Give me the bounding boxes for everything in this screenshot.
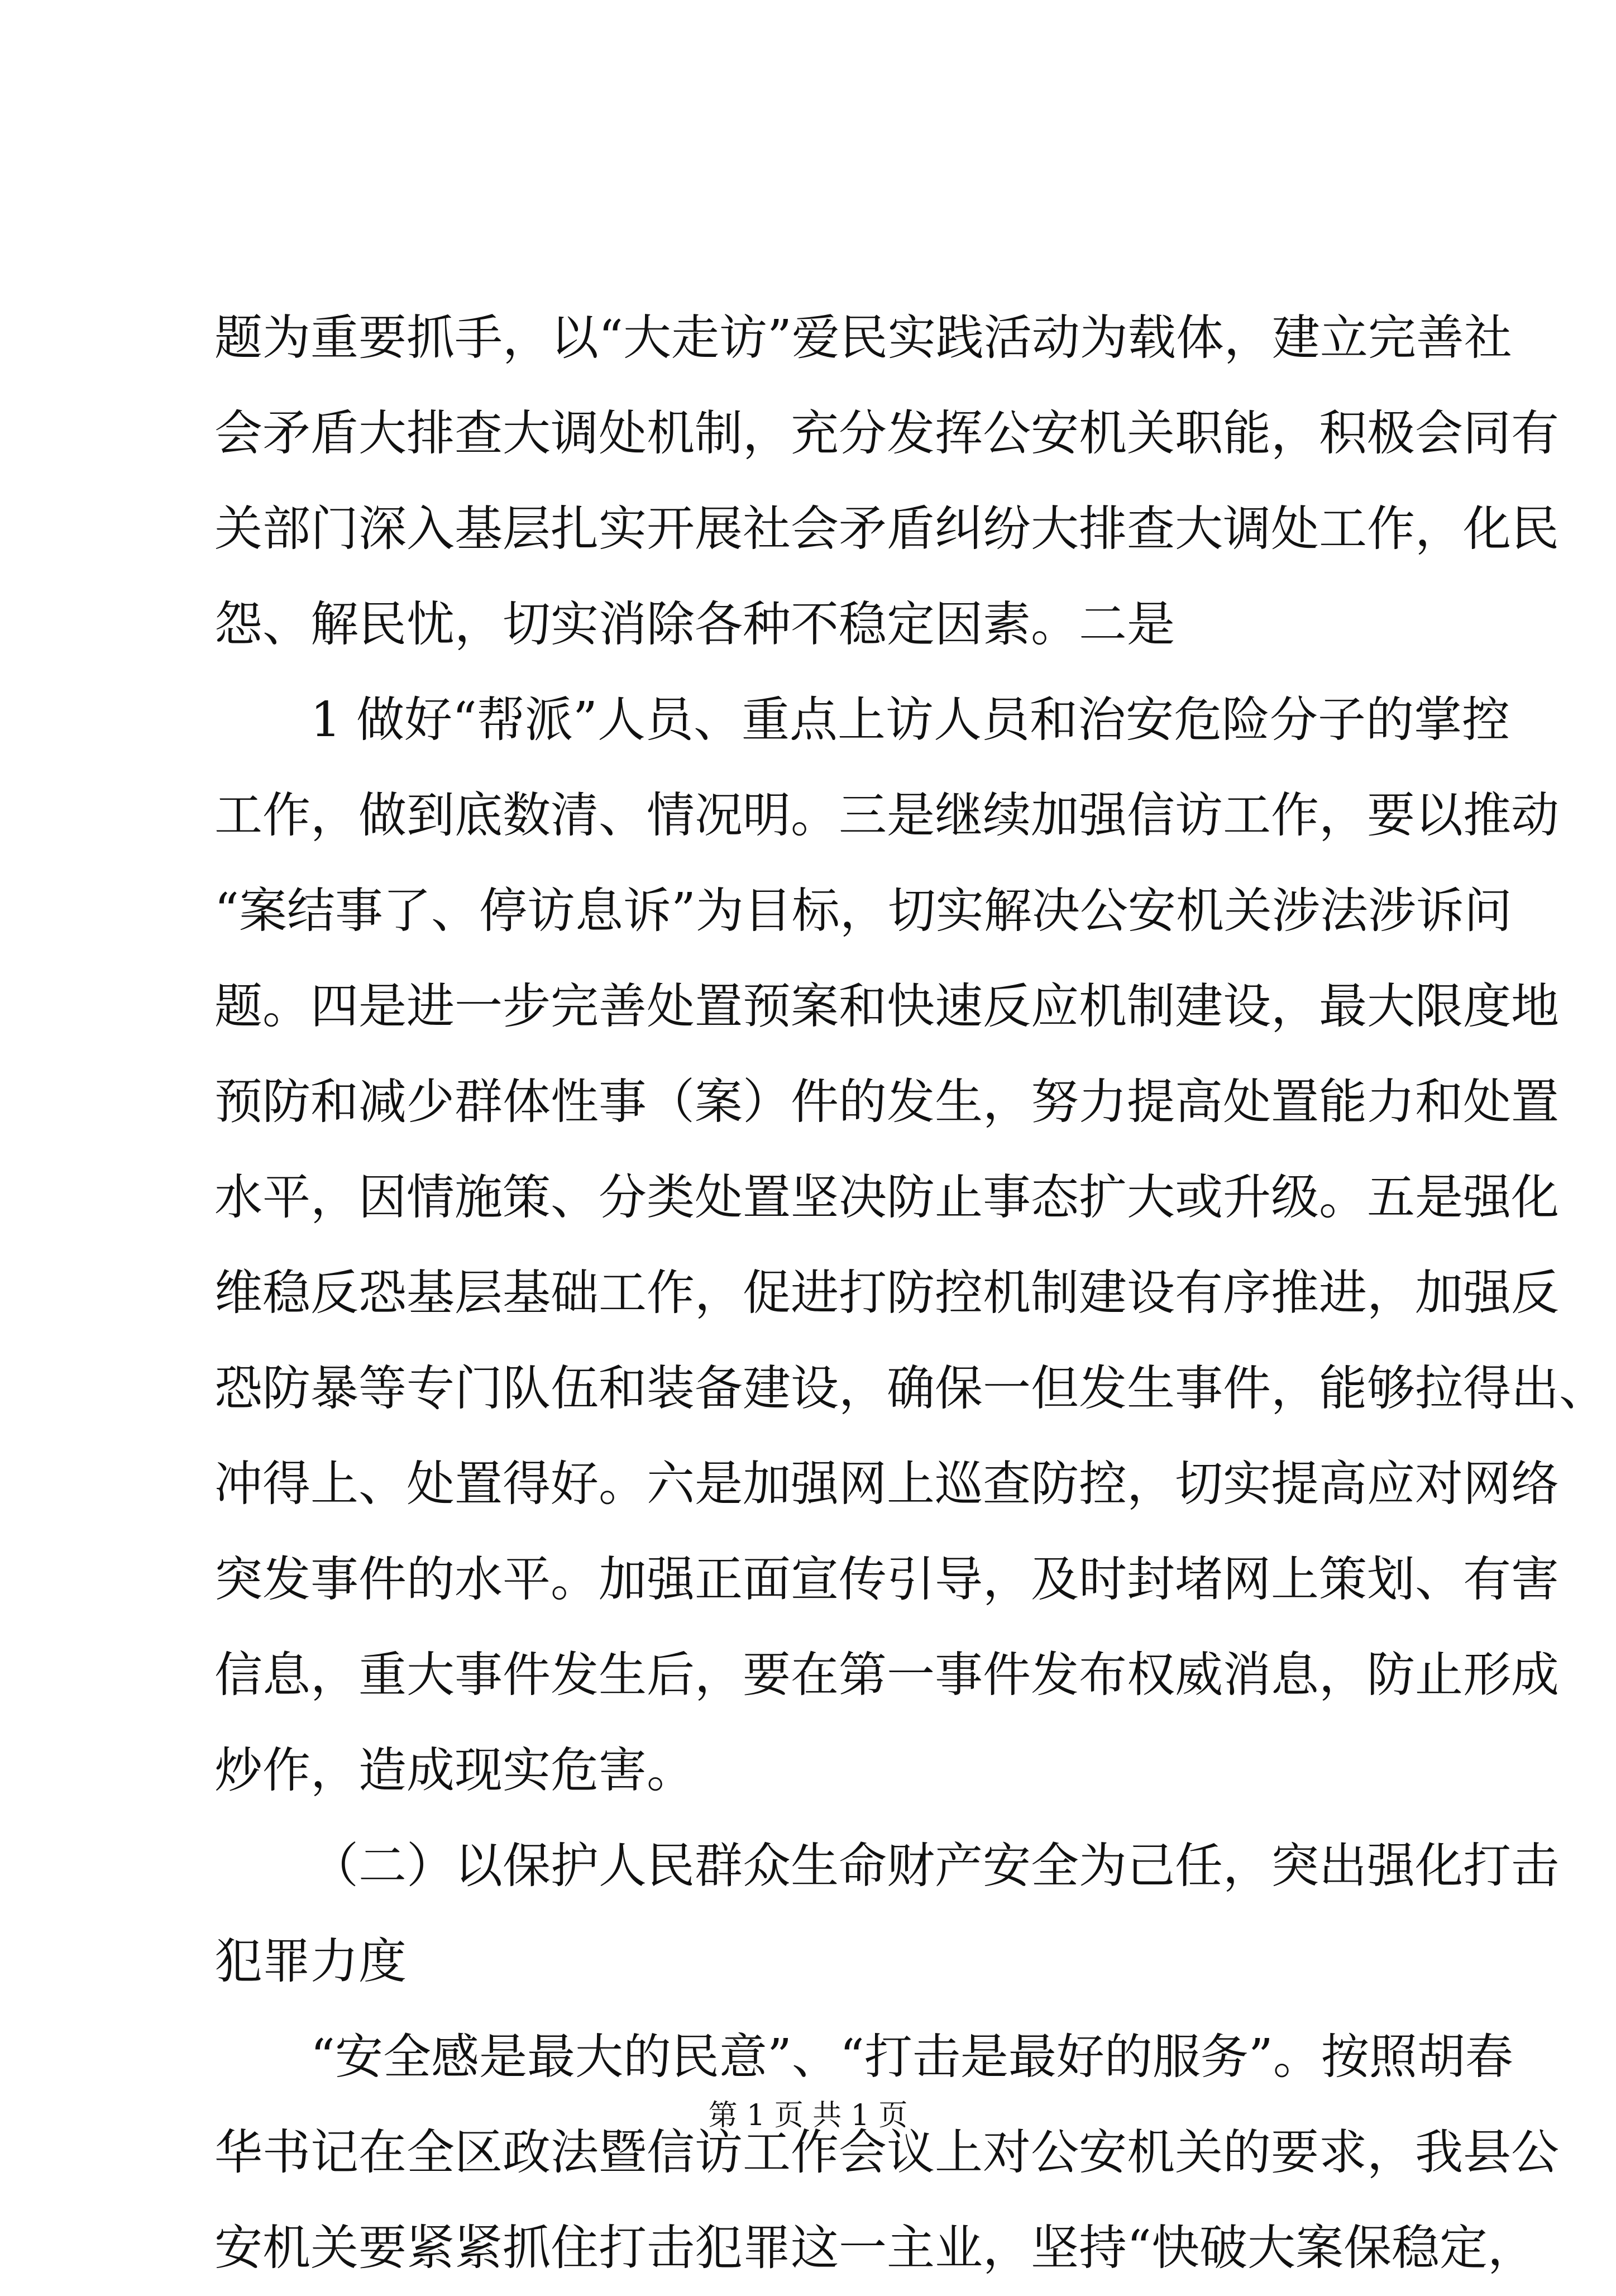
- text-line: “案结事了、停访息诉”为目标，切实解决公安机关涉法涉诉问: [214, 883, 1512, 939]
- text-line: 信息，重大事件发生后，要在第一事件发布权威消息，防止形成: [214, 1647, 1559, 1703]
- text-line: 炒作，造成现实危害。: [214, 1743, 695, 1798]
- section-heading-line: 犯罪力度: [214, 1934, 407, 1989]
- text-line: 华书记在全区政法暨信访工作会议上对公安机关的要求，我县公: [214, 2125, 1559, 2180]
- text-line: 关部门深入基层扎实开展社会矛盾纠纷大排查大调处工作，化民: [214, 501, 1559, 557]
- page-number-footer: 第 1 页 共 1 页: [708, 2099, 908, 2132]
- text-line: 冲得上、处置得好。六是加强网上巡查防控，切实提高应对网络: [214, 1456, 1559, 1512]
- text-line: 恐防暴等专门队伍和装备建设，确保一但发生事件，能够拉得出、: [214, 1361, 1607, 1416]
- text-line: 1 做好“帮派”人员、重点上访人员和治安危险分子的掌控: [310, 692, 1510, 748]
- text-line: 水平，因情施策、分类处置坚决防止事态扩大或升级。五是强化: [214, 1170, 1559, 1225]
- section-heading-line: （二）以保护人民群众生命财产安全为己任，突出强化打击: [310, 1838, 1559, 1894]
- text-line: 安机关要紧紧抓住打击犯罪这一主业，坚持“快破大案保稳定，: [214, 2220, 1536, 2276]
- text-line: 题为重要抓手，以“大走访”爱民实践活动为载体，建立完善社: [214, 310, 1512, 366]
- text-line: 会矛盾大排查大调处机制，充分发挥公安机关职能，积极会同有: [214, 405, 1559, 461]
- text-line: 预防和减少群体性事（案）件的发生，努力提高处置能力和处置: [214, 1074, 1559, 1130]
- text-line: 工作，做到底数清、情况明。三是继续加强信访工作，要以推动: [214, 787, 1559, 843]
- text-line: “安全感是最大的民意”、“打击是最好的服务”。按照胡春: [310, 2029, 1513, 2085]
- text-line: 突发事件的水平。加强正面宣传引导，及时封堵网上策划、有害: [214, 1552, 1559, 1607]
- text-line: 怨、解民忧，切实消除各种不稳定因素。二是: [214, 596, 1175, 652]
- document-body: [214, 290, 1607, 2296]
- text-line: 维稳反恐基层基础工作，促进打防控机制建设有序推进，加强反: [214, 1265, 1559, 1321]
- text-line: 题。四是进一步完善处置预案和快速反应机制建设，最大限度地: [214, 978, 1559, 1034]
